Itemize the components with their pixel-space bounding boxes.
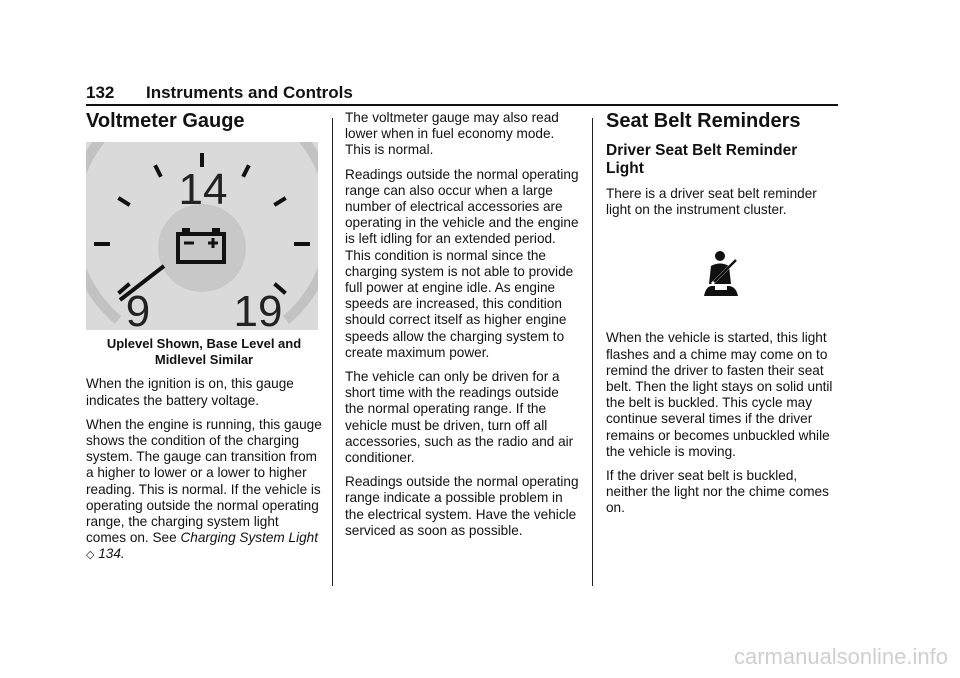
column-3 [606,110,838,525]
xref-arrow-icon: ◇ [86,549,95,562]
column-divider [332,118,333,586]
paragraph: When the ignition is on, this gauge indicates the battery voltage. [86,376,294,408]
gauge-label-9: 9 [125,287,151,330]
xref-page-number[interactable]: 134. [98,546,125,562]
page-number: 132 [86,83,115,102]
caption-line-1: Uplevel Shown, Base Level and [106,336,302,351]
paragraph-text: When the engine is running, this gauge shows the condition of the charging system. The gauge can transition from a higher to lower or a lower to higher reading. This is normal. If the vehicle is operating outside the normal operating range, the charging system light comes on. See [86,416,322,546]
paragraph: Readings outside the normal operating range indicate a possible problem in the electrical system. Have the vehicle serviced as soon as possible. [345,474,579,538]
caption-line-2: Midlevel Similar [154,352,254,368]
paragraph: There is a driver seat belt reminder light on the instrument cluster. [606,186,817,218]
gauge-label-19: 19 [233,287,283,330]
paragraph-with-xref [86,417,322,564]
paragraph: If the driver seat belt is buckled, neither the light nor the chime comes on. [606,468,829,516]
paragraph: The vehicle can only be driven for a short time with the readings outside the normal operating range. If the vehicle must be driven, turn off all accessories, such as the radio and air conditioner. [345,369,574,466]
column-divider [592,118,593,586]
paragraph: Readings outside the normal operating range can also occur when a large number of electrical accessories are operating in the vehicle and the engine is left idling for an extended period. This condition is normal since the charging system is not able to provide full power at engine idle. As engine speeds are increased, this condition should correct itself as higher engine speeds allow the charging system to create maximum power. [345,166,579,360]
seat-belt-icon [700,250,744,300]
section-title: Instruments and Controls [146,83,353,102]
gauge-label-14: 14 [178,165,228,214]
column-2 [345,110,581,547]
watermark: carmanualsonline.info [733,644,948,669]
column-1 [86,110,322,572]
xref-charging-system-light[interactable]: Charging System Light [180,530,318,546]
voltmeter-gauge-illustration [86,142,318,330]
paragraph: When the vehicle is started, this light flashes and a chime may come on to remind the driver to fasten their seat belt. Then the light stays on solid until the belt is buckled. This cycle may continue several times if the driver remains or becomes unbuckled while the vehicle is moving. [606,330,833,459]
seat-belt-reminders-heading: Seat Belt Reminders [606,110,801,132]
voltmeter-gauge-heading: Voltmeter Gauge [86,110,245,132]
paragraph: The voltmeter gauge may also read lower when in fuel economy mode. This is normal. [345,110,559,158]
page-header [86,83,838,103]
gauge-caption [86,336,322,368]
driver-seat-belt-subheading: Driver Seat Belt Reminder Light [606,142,798,177]
header-rule [86,104,838,106]
